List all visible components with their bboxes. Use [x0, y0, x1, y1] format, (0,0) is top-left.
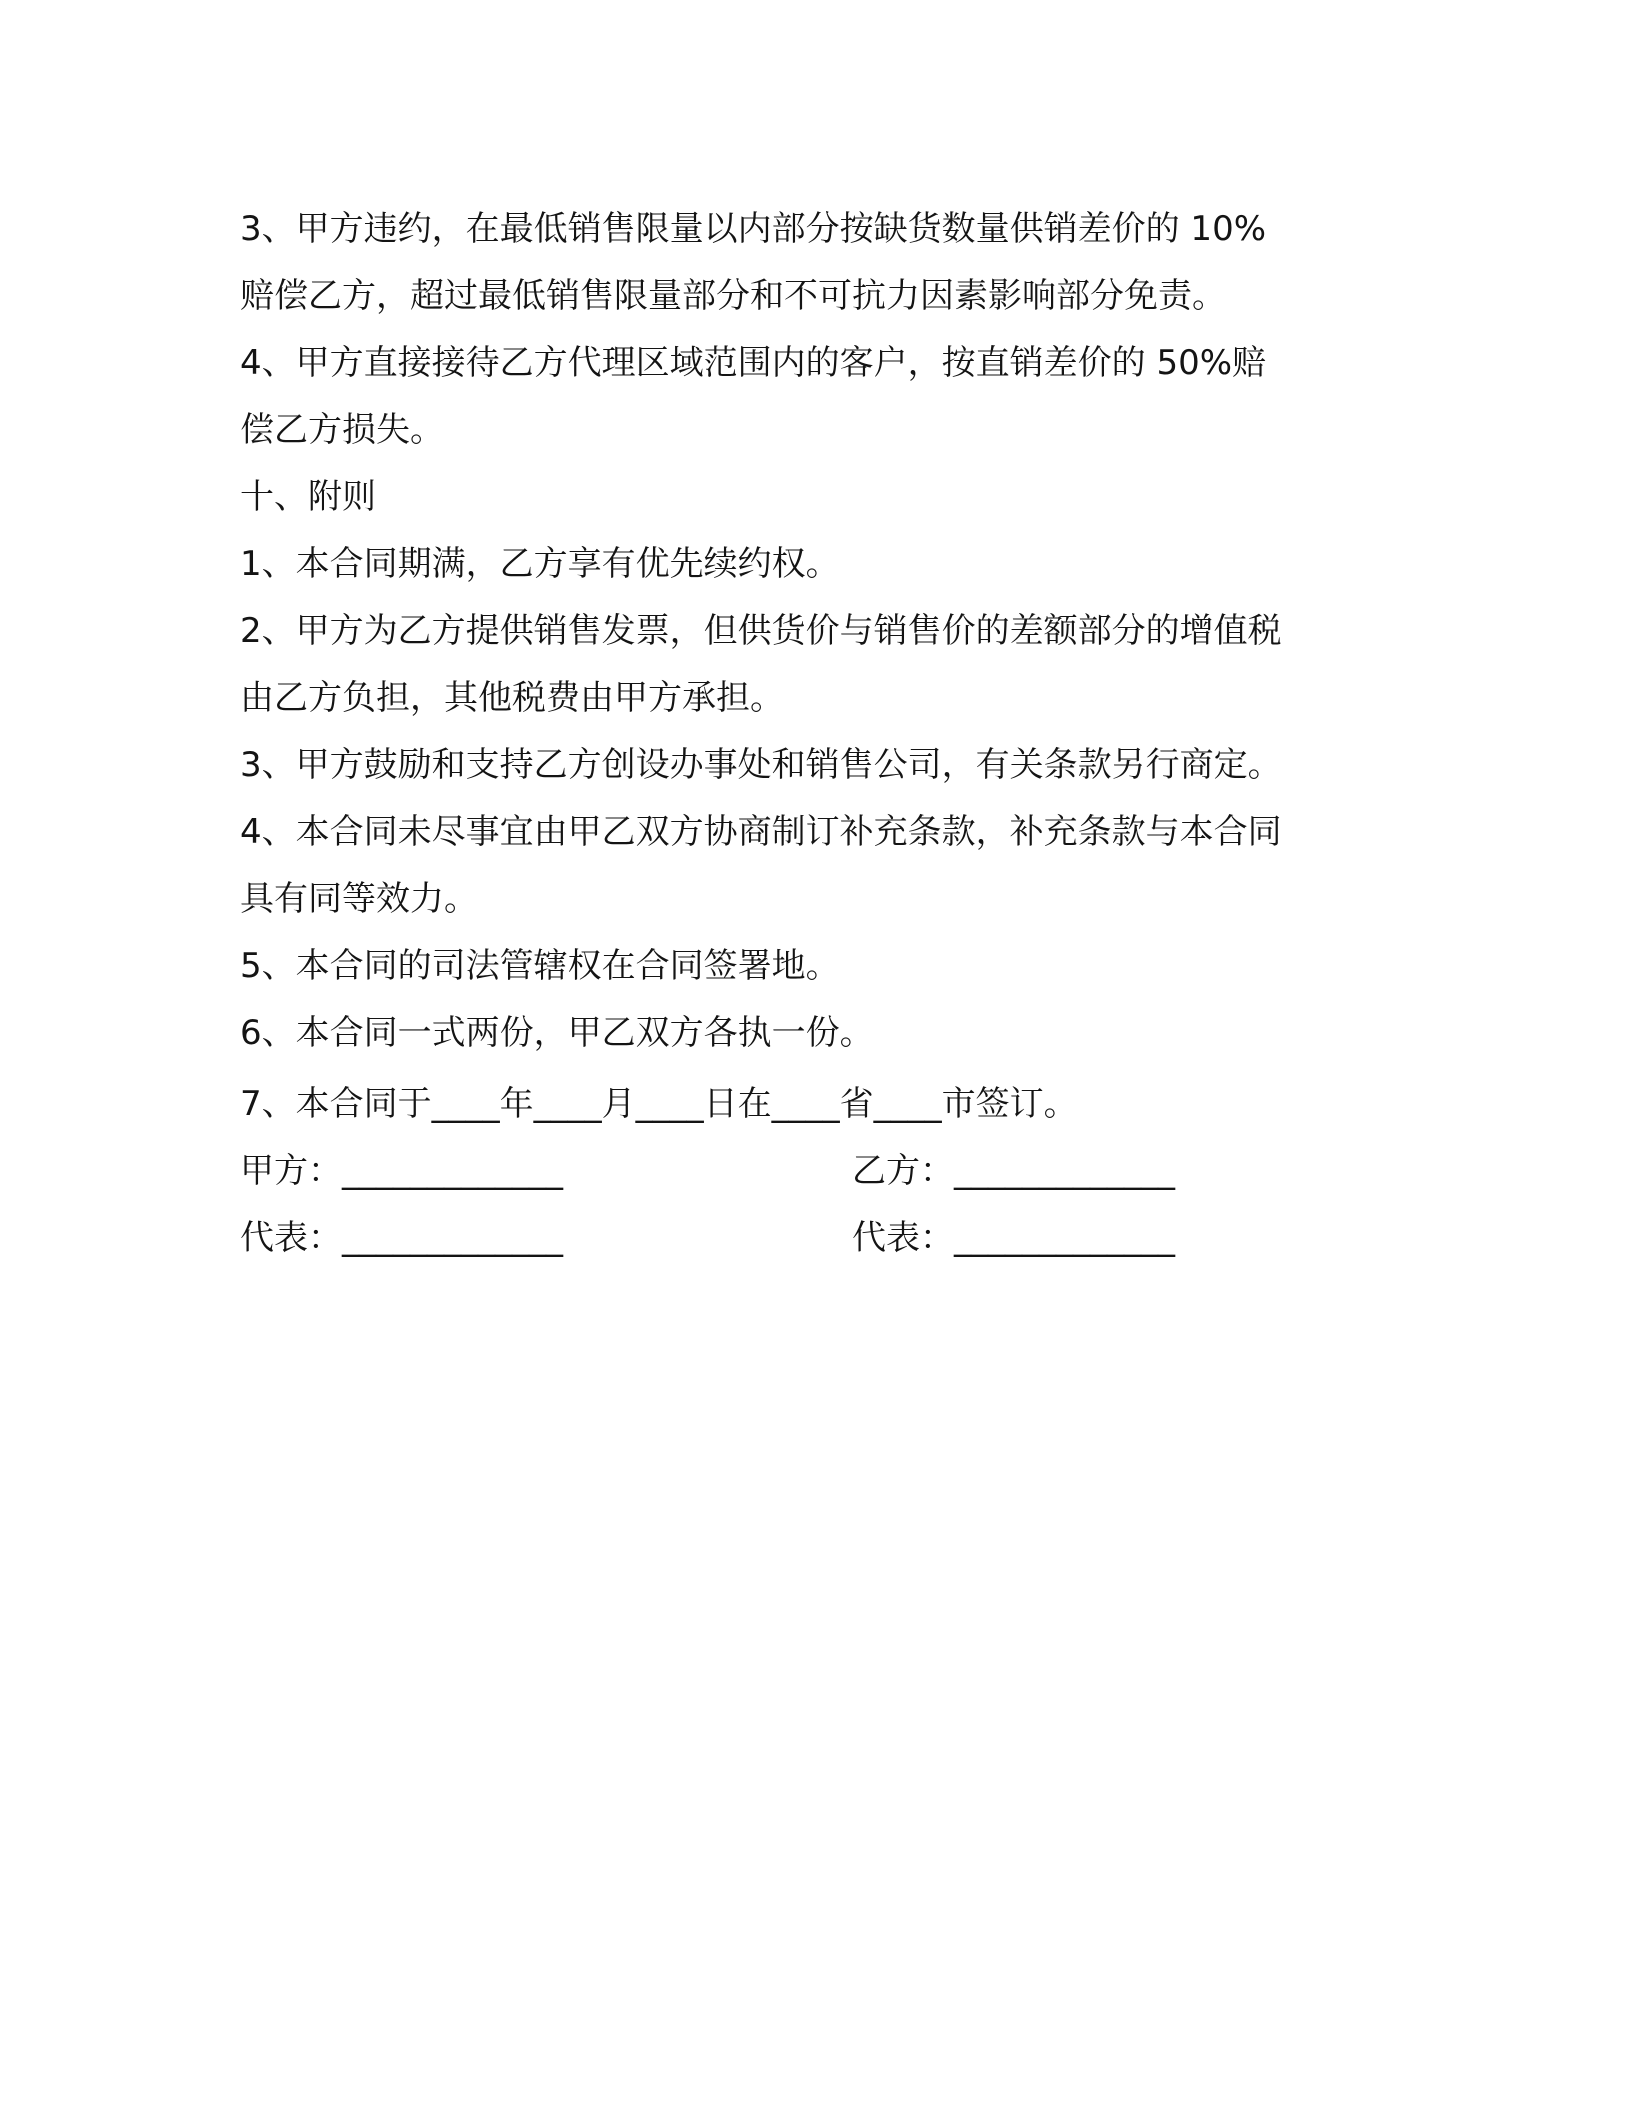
contract-text: [240, 196, 1390, 1272]
party-a-representative: 代表：_____________: [240, 1218, 563, 1258]
clause-line: 赔偿乙方，超过最低销售限量部分和不可抗力因素影响部分免责。: [240, 276, 1226, 316]
party-a-signature: 甲方：_____________: [240, 1151, 563, 1191]
clause-line: 由乙方负担，其他税费由甲方承担。: [240, 678, 784, 718]
section-heading: 十、附则: [240, 477, 376, 517]
clause-line: 具有同等效力。: [240, 879, 478, 919]
clause-line: 4、甲方直接接待乙方代理区域范围内的客户，按直销差价的 50%赔: [240, 343, 1267, 383]
clause-line: 偿乙方损失。: [240, 410, 444, 450]
clause-line: 3、甲方违约，在最低销售限量以内部分按缺货数量供销差价的 10%: [240, 209, 1267, 249]
clause-line: 6、本合同一式两份，甲乙双方各执一份。: [240, 1013, 874, 1053]
signing-date-line: 7、本合同于____年____月____日在____省____市签订。: [240, 1084, 1078, 1124]
clause-line: 4、本合同未尽事宜由甲乙双方协商制订补充条款，补充条款与本合同: [240, 812, 1282, 852]
party-b-representative: 代表：_____________: [852, 1218, 1175, 1258]
clause-line: 2、甲方为乙方提供销售发票，但供货价与销售价的差额部分的增值税: [240, 611, 1282, 651]
clause-line: 5、本合同的司法管辖权在合同签署地。: [240, 946, 840, 986]
signature-row-parties: [240, 1138, 1390, 1205]
clause-line: 3、甲方鼓励和支持乙方创设办事处和销售公司，有关条款另行商定。: [240, 745, 1282, 785]
clause-line: 1、本合同期满，乙方享有优先续约权。: [240, 544, 840, 584]
signature-row-representatives: [240, 1205, 1390, 1272]
party-b-signature: 乙方：_____________: [852, 1151, 1175, 1191]
